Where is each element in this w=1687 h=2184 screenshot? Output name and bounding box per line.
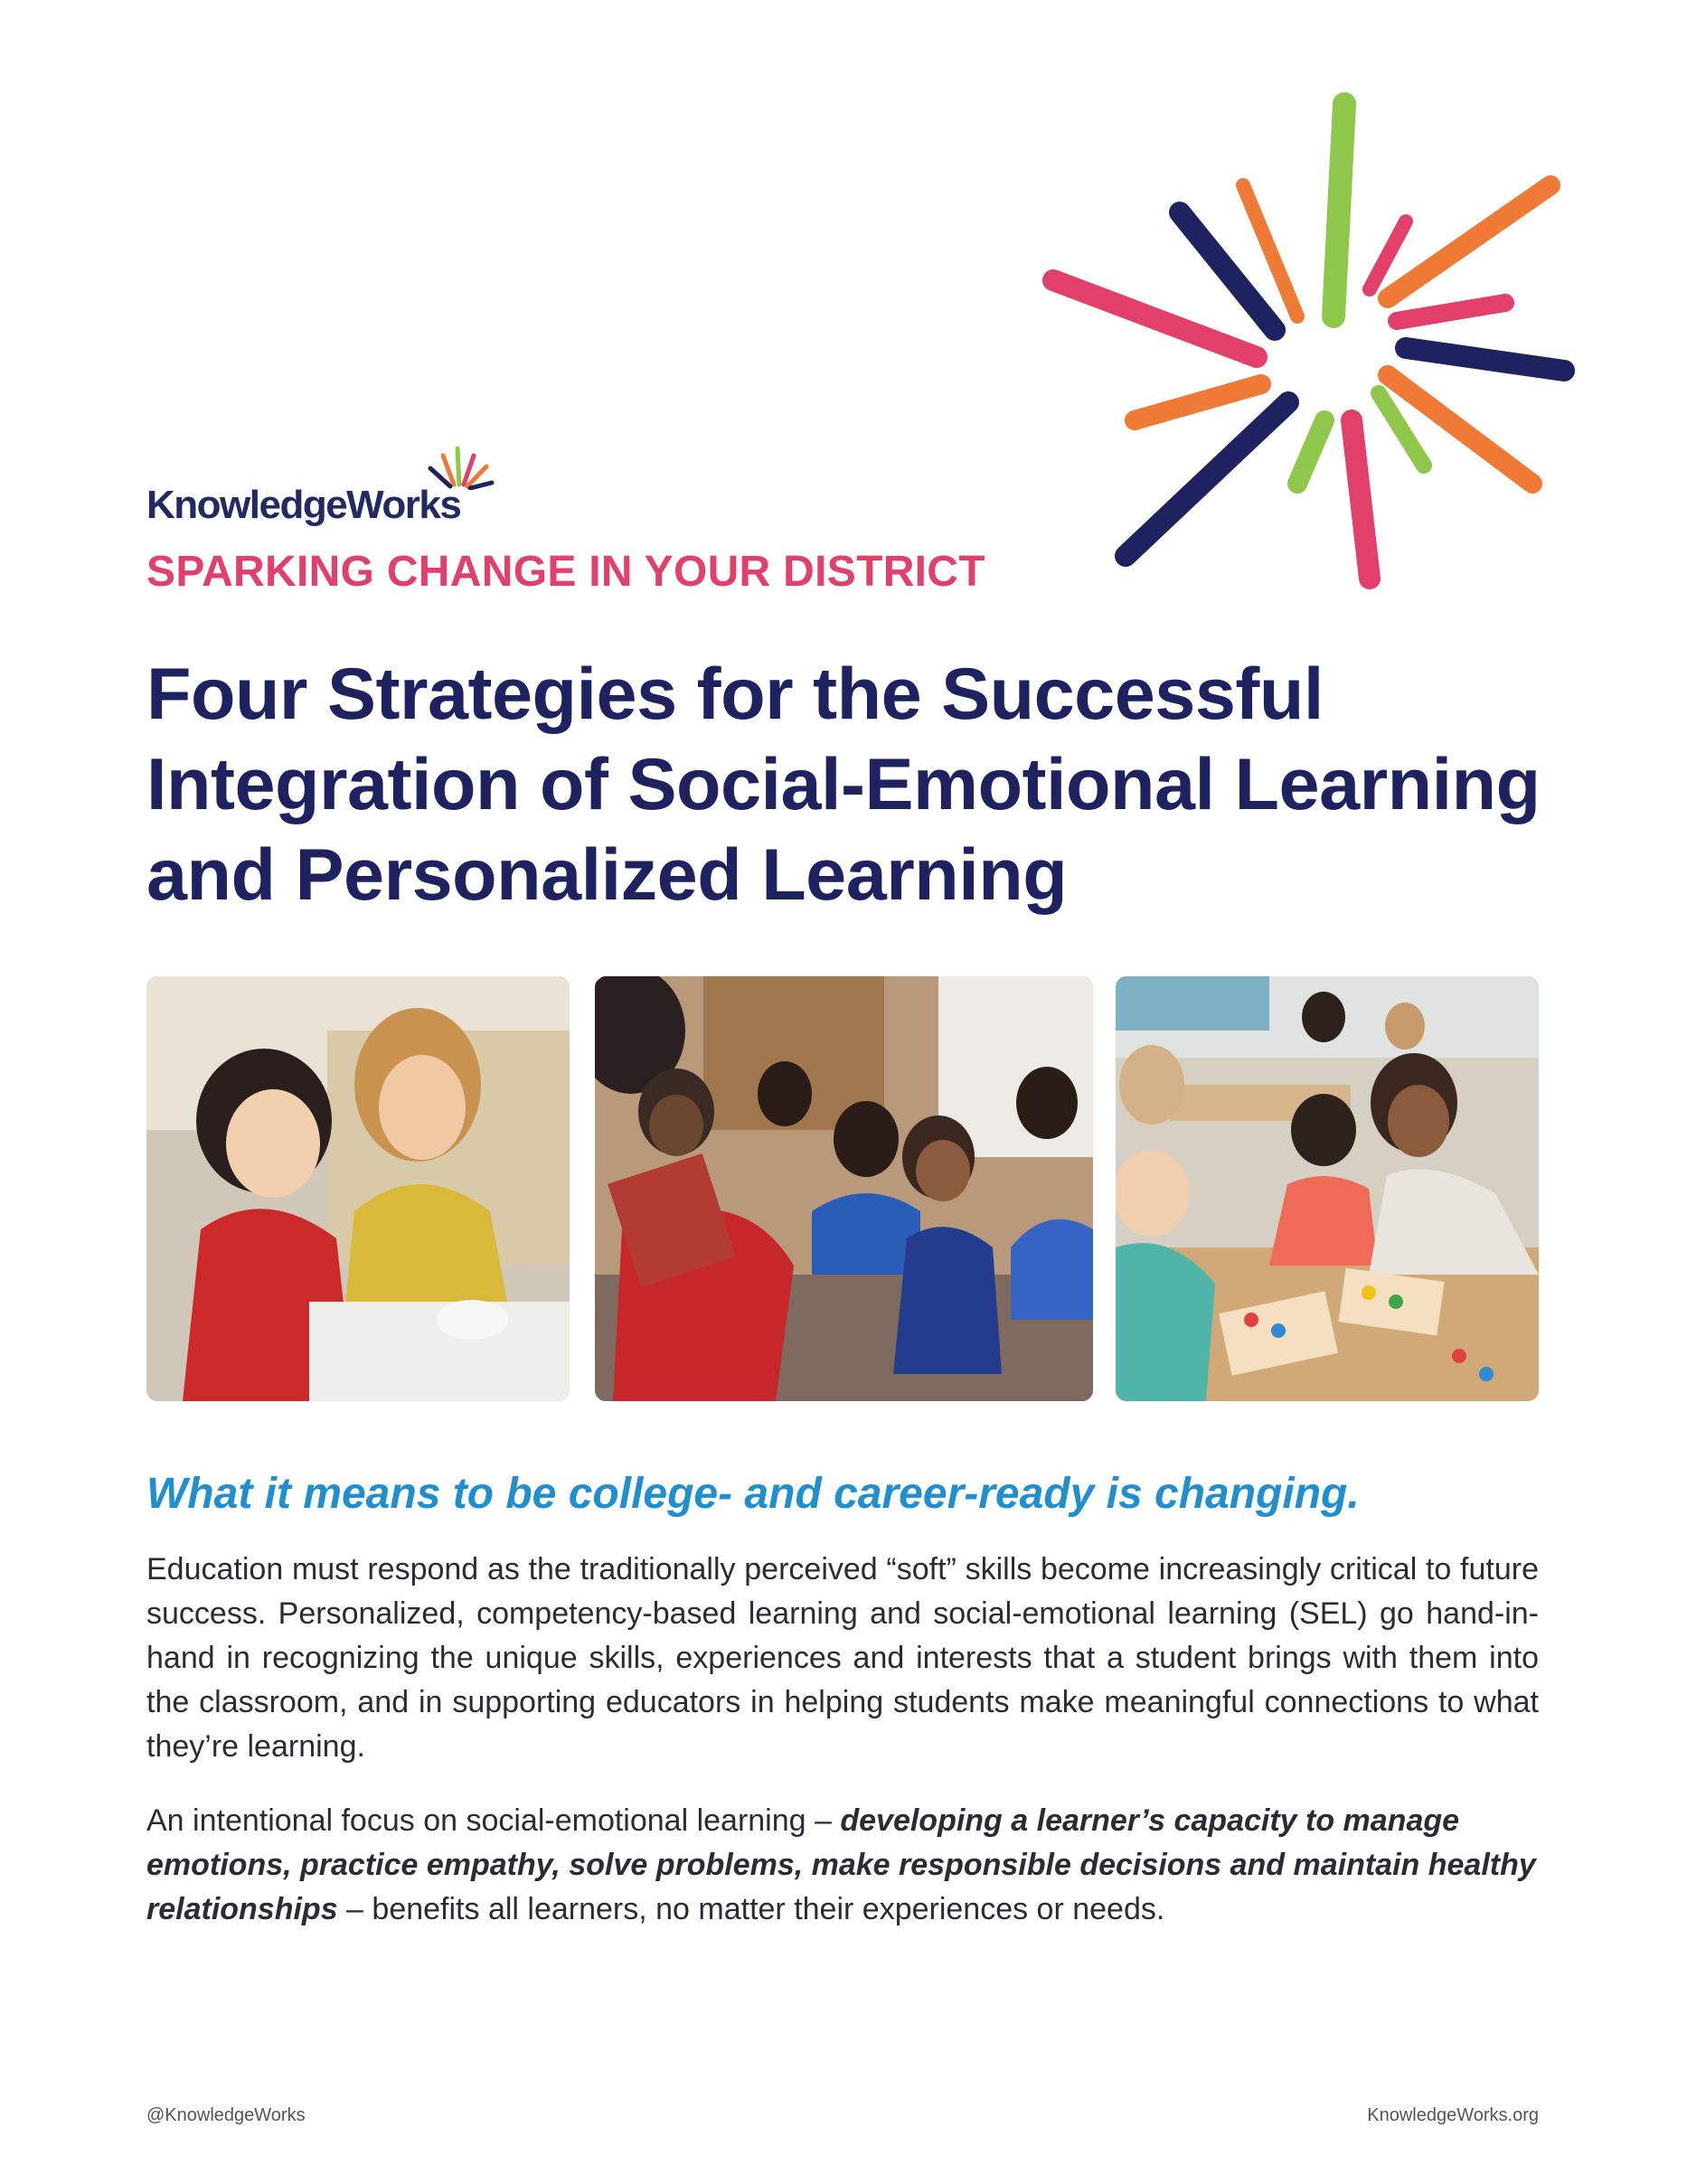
photo-reading-circle: [595, 976, 1093, 1401]
photo-row: [146, 976, 1539, 1401]
logo-wordmark: KnowledgeWorks: [146, 483, 461, 527]
burst-ray-4: [1053, 280, 1257, 357]
paragraph-2-lead: An intentional focus on social-emotional learning –: [146, 1803, 841, 1838]
footer-social-handle: @KnowledgeWorks: [146, 2105, 306, 2125]
footer-website-link[interactable]: KnowledgeWorks.org: [1367, 2105, 1539, 2125]
burst-ray-11: [1406, 348, 1564, 371]
burst-ray-5: [1135, 384, 1261, 420]
section-subhead: What it means to be college- and career-ready is changing.: [146, 1470, 1360, 1518]
page-title: Four Strategies for the Successful Integration of Social-Emotional Learning and Personalized Learning: [146, 654, 1541, 916]
photo-puzzle-table: [1116, 976, 1539, 1401]
burst-ray-8: [1352, 420, 1370, 579]
spark-burst-graphic: [1026, 86, 1587, 610]
photo-teacher-with-girl: [146, 976, 570, 1401]
body-paragraph-2: [146, 1799, 1539, 1932]
knowledgeworks-logo: [146, 445, 490, 535]
eyebrow-heading: SPARKING CHANGE IN YOUR DISTRICT: [146, 548, 985, 596]
paragraph-2-emphasis: developing a learner’s capacity to manage emotions, practice empathy, solve problems, make responsible decisions and maintain healthy relationships: [146, 1803, 1536, 1926]
burst-ray-12: [1397, 303, 1505, 321]
body-paragraph-1: Education must respond as the traditionally perceived “soft” skills become increasingly critical to future success. Personalized, competency-based learning and social-emotional learning (SEL) go hand-in-hand in recognizing the unique skills, experiences and interests that a student brings with them into the classroom, and in supporting educators in helping students make meaningful connections to what they’re learning.: [146, 1552, 1539, 1764]
burst-ray-13: [1388, 185, 1550, 298]
burst-ray-7: [1297, 420, 1324, 484]
burst-ray-1: [1334, 104, 1344, 316]
paragraph-2-tail: – benefits all learners, no matter their experiences or needs.: [337, 1892, 1165, 1926]
